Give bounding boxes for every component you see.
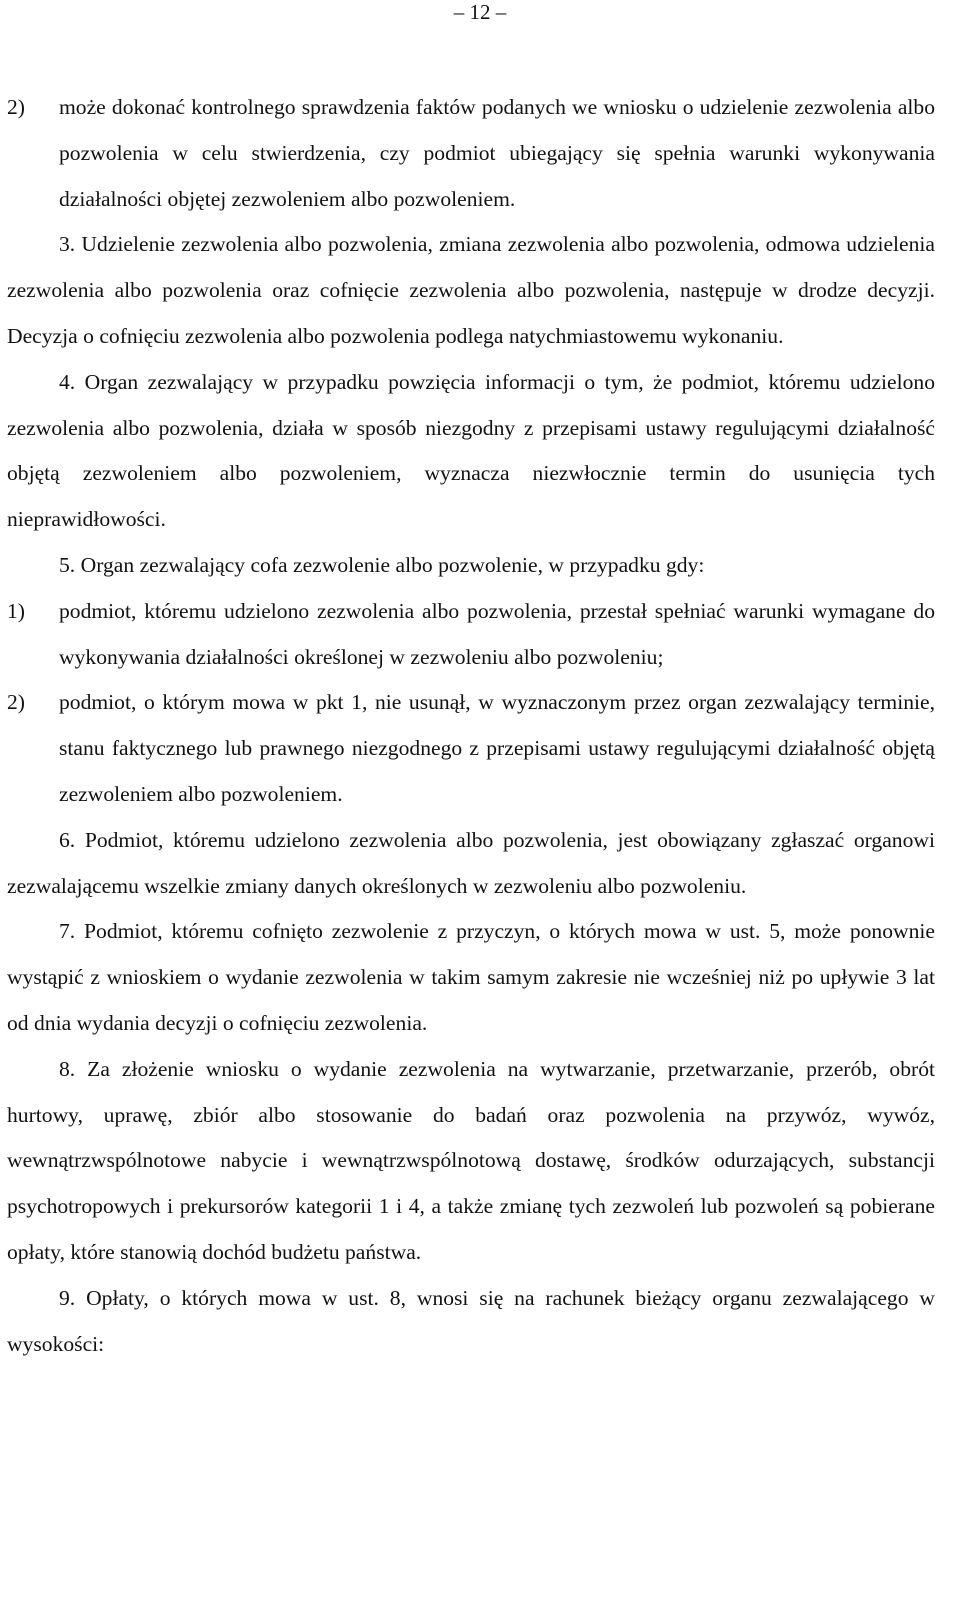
list-item-number: 1) [7,598,25,623]
list-item-text: może dokonać kontrolnego sprawdzenia faktów podanych we wniosku o udzielenie zezwolenia albo pozwolenia w celu stwierdzenia, czy podmiot ubiegający się spełnia warunki wykonywania działalności objętej zezwoleniem albo pozwoleniem. [59,95,935,211]
list-item-number: 2) [7,690,25,715]
paragraph-6: 6. Podmiot, któremu udzielono zezwolenia albo pozwolenia, jest obowiązany zgłaszać organowi zezwalającemu wszelkie zmiany danych określonych w zezwoleniu albo pozwoleniu. [7,827,935,898]
paragraph-9: 9. Opłaty, o których mowa w ust. 8, wnosi się na rachunek bieżący organu zezwalającego w wysokości: [7,1285,935,1356]
paragraph-3: 3. Udzielenie zezwolenia albo pozwolenia, zmiana zezwolenia albo pozwolenia, odmowa udzielenia zezwolenia albo pozwolenia oraz cofnięcie zezwolenia albo pozwolenia, następuje w drodze decyzji. Decyzja o cofnięciu zezwolenia albo pozwolenia podlega natychmiastowemu wykonaniu. [7,232,935,348]
list-item-text: podmiot, o którym mowa w pkt 1, nie usunął, w wyznaczonym przez organ zezwalający terminie, stanu faktycznego lub prawnego niezgodnego z przepisami ustawy regulującymi działalność objętą zezwoleniem albo pozwoleniem. [59,690,935,806]
list-item-number: 2) [7,95,25,119]
list-item-5-2 [7,680,935,817]
list-item-5-1 [7,589,935,681]
paragraph-5: 5. Organ zezwalający cofa zezwolenie albo pozwolenie, w przypadku gdy: [59,552,705,577]
paragraph-7: 7. Podmiot, któremu cofnięto zezwolenie z przyczyn, o których mowa w ust. 5, może ponownie wystąpić z wnioskiem o wydanie zezwolenia w takim samym zakresie nie wcześniej niż po upływie 3 lat od dnia wydania decyzji o cofnięciu zezwolenia. [7,919,935,1035]
document-body [7,85,935,1367]
list-item-text: podmiot, któremu udzielono zezwolenia albo pozwolenia, przestał spełniać warunki wymagane do wykonywania działalności określonej w zezwoleniu albo pozwoleniu; [59,598,935,669]
paragraph-8: 8. Za złożenie wniosku o wydanie zezwolenia na wytwarzanie, przetwarzanie, przerób, obrót hurtowy, uprawę, zbiór albo stosowanie do badań oraz pozwolenia na przywóz, wywóz, wewnątrzwspólnotowe nabycie i wewnątrzwspólnotową dostawę, środków odurzających, substancji psychotropowych i prekursorów kategorii 1 i 4, a także zmianę tych zezwoleń lub pozwoleń są pobierane opłaty, które stanowią dochód budżetu państwa. [7,1056,935,1264]
list-item-2 [7,85,935,222]
paragraph-4: 4. Organ zezwalający w przypadku powzięcia informacji o tym, że podmiot, któremu udzielono zezwolenia albo pozwolenia, działa w sposób niezgodny z przepisami ustawy regulującymi działalność objętą zezwoleniem albo pozwoleniem, wyznacza niezwłocznie termin do usunięcia tych nieprawidłowości. [7,369,935,532]
page-number: – 12 – [453,0,507,24]
